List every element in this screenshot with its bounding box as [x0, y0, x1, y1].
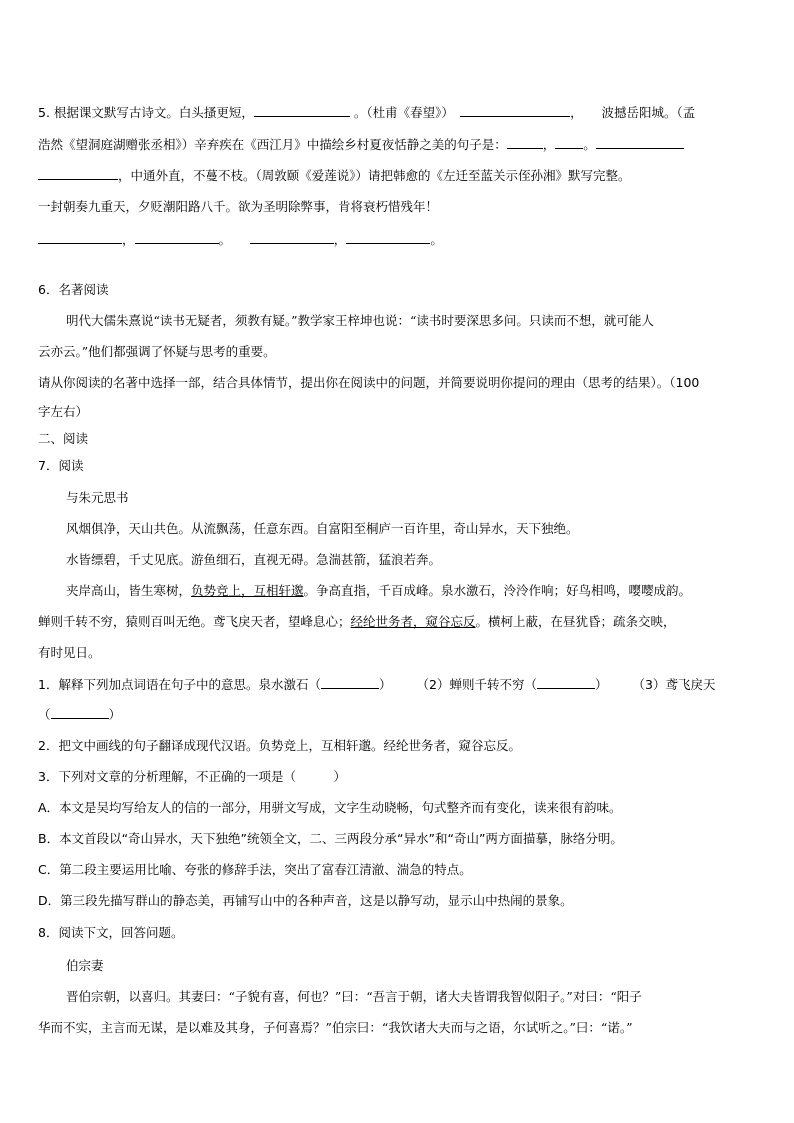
section-heading: 二、阅读 — [38, 431, 89, 446]
passage-title: 与朱元思书 — [66, 490, 129, 505]
passage-paragraph-2: 水皆缥碧，千丈见底。游鱼细石，直视无碍。急湍甚箭，猛浪若奔。 — [66, 552, 442, 567]
q5-line-1: 5. 根据课文默写古诗文。白头搔更短， 。（杜甫《春望》） ， 波撼岳阳城。（孟 — [38, 105, 696, 120]
q5-line-3: ，中通外直，不蔓不枝。（周敦颐《爱莲说》）请把韩愈的《左迁至蓝关示侄孙湘》默写完整。 — [38, 167, 760, 184]
q6-task-line-2: 字左右） — [38, 404, 89, 419]
q5-line-2: 浩然《望洞庭湖赠张丞相》）辛弃疾在《西江月》中描绘乡村夏夜恬静之美的句子是： ， 。 — [38, 136, 760, 153]
q7-subq-1: 1．解释下列加点词语在句子中的意思。泉水激石（ ） （2）蝉则千转不穷（ ） （3）鸢飞戾天 — [38, 677, 716, 692]
q7-option-a[interactable]: A．本文是吴均写给友人的信的一部分，用骈文写成，文字生动晓畅，句式整齐而有变化，读来很有韵味。 — [38, 800, 622, 815]
q7-subq-1-cont: （ ） — [38, 707, 122, 722]
passage-paragraph-3: 夹岸高山，皆生寒树，负势竞上，互相轩邈。争高直指，千百成峰。泉水激石，泠泠作响；好鸟相鸣，嘤嘤成韵。 — [66, 583, 692, 598]
answer-blank[interactable] — [254, 104, 350, 117]
q7-subq-2: 2．把文中画线的句子翻译成现代汉语。负势竞上，互相轩邈。经纶世务者，窥谷忘反。 — [38, 738, 521, 753]
q6-task-line-1: 请从你阅读的名著中选择一部，结合具体情节，提出你在阅读中的问题，并简要说明你提问的理由（思考的结果）。（100 — [38, 375, 700, 390]
answer-blank[interactable] — [250, 231, 334, 244]
q5-line-4: 一封朝奏九重天，夕贬潮阳路八千。欲为圣明除弊事，肯将衰朽惜残年！ — [38, 199, 439, 214]
q7-subq-3: 3．下列对文章的分析理解，不正确的一项是（ ） — [38, 769, 346, 784]
q8-passage-title: 伯宗妻 — [66, 958, 104, 973]
answer-blank[interactable] — [135, 231, 219, 244]
answer-blank[interactable] — [596, 136, 684, 149]
q7-option-d[interactable]: D．第三段先描写群山的静态美，再铺写山中的各种声音，这是以静写动，显示山中热闹的景象。 — [38, 893, 573, 908]
answer-blank[interactable] — [38, 167, 118, 180]
underlined-sentence: 经纶世务者，窥谷忘反 — [350, 614, 476, 629]
passage-paragraph-1: 风烟俱净，天山共色。从流飘荡，任意东西。自富阳至桐庐一百许里，奇山异水，天下独绝。 — [66, 521, 579, 536]
answer-blank[interactable] — [346, 231, 430, 244]
underlined-sentence: 负势竞上，互相轩邈 — [191, 583, 304, 598]
q8-passage-line-2: 华而不实，主言而无谋，是以难及其身，子何喜焉？”伯宗曰：“我饮诸大夫而与之语，尔试听之。”曰：“诺。” — [38, 1020, 633, 1035]
answer-blank[interactable] — [38, 231, 122, 244]
q5-line-5: ， 。 ， 。 — [38, 231, 760, 248]
answer-blank[interactable] — [460, 104, 570, 117]
answer-blank[interactable] — [321, 676, 379, 689]
q6-title: 6．名著阅读 — [38, 282, 109, 297]
passage-paragraph-3-cont: 蝉则千转不穷，猿则百叫无绝。鸢飞戾天者，望峰息心；经纶世务者，窥谷忘反。横柯上蔽，在昼犹昏；疏条交映， — [38, 614, 676, 629]
q7-title: 7．阅读 — [38, 458, 84, 473]
q6-quote-line-1: 明代大儒朱熹说“读书无疑者，须教有疑。”教学家王梓坤也说：“读书时要深思多问。只读而不想，就可能人 — [66, 313, 654, 328]
answer-blank[interactable] — [507, 136, 543, 149]
q7-option-b[interactable]: B．本文首段以“奇山异水，天下独绝”统领全文，二、三两段分承“异水”和“奇山”两方面描摹，脉络分明。 — [38, 831, 623, 846]
answer-blank[interactable] — [51, 706, 109, 719]
passage-paragraph-3-end: 有时见日。 — [38, 645, 101, 660]
q7-option-c[interactable]: C．第二段主要运用比喻、夸张的修辞手法，突出了富春江清澈、湍急的特点。 — [38, 862, 472, 877]
answer-blank[interactable] — [555, 136, 583, 149]
q8-title: 8．阅读下文，回答问题。 — [38, 925, 184, 940]
answer-blank[interactable] — [537, 676, 595, 689]
q8-passage-line-1: 晋伯宗朝，以喜归。其妻曰：“子貌有喜，何也？”曰：“吾言于朝，诸大夫皆谓我智似阳子。”对曰：“阳子 — [66, 989, 642, 1004]
q6-quote-line-2: 云亦云。”他们都强调了怀疑与思考的重要。 — [38, 344, 276, 359]
